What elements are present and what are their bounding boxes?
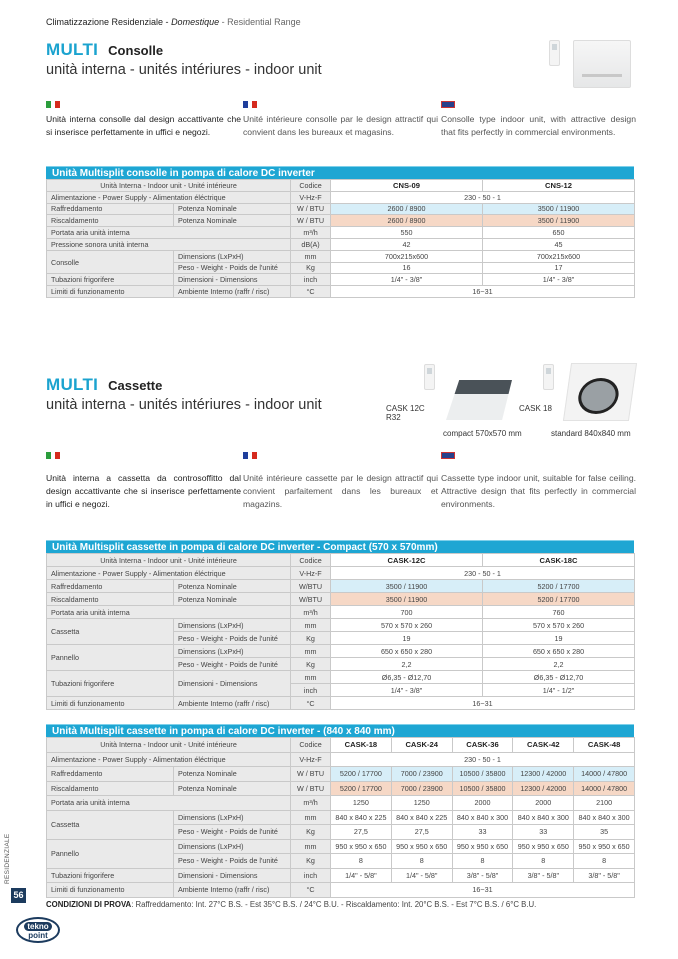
- row-value: 2,2: [331, 658, 483, 671]
- standard-cassette-image: [563, 363, 637, 421]
- row-value: 19: [483, 632, 635, 645]
- row-value: 840 x 840 x 300: [574, 810, 635, 825]
- table-row: [47, 215, 635, 227]
- row-parameter: Ambiente Interno (raffr / risc): [174, 286, 291, 298]
- row-value: 230 - 50 - 1: [331, 191, 635, 203]
- refrigerant-label: R32: [386, 413, 401, 422]
- row-value: 3500 / 11900: [483, 203, 635, 215]
- header-code-label: Codice: [291, 738, 331, 753]
- subtitle: unità interna - unités intériures - indoor unit: [46, 397, 322, 413]
- row-value: 16: [331, 262, 483, 274]
- brand-multi: MULTI: [46, 40, 99, 59]
- row-parameter: Dimensioni - Dimensions: [174, 868, 291, 883]
- row-unit: m³/h: [291, 227, 331, 239]
- test-conditions: [46, 900, 536, 909]
- table-header-row: [47, 738, 635, 753]
- remote-control-image: [424, 364, 435, 390]
- row-parameter: Peso - Weight - Poids de l'unité: [174, 658, 291, 671]
- table-header-row: [47, 554, 635, 567]
- standard-caption: standard 840x840 mm: [551, 429, 631, 438]
- row-unit: Kg: [291, 262, 331, 274]
- row-value: 3/8" - 5/8": [574, 868, 635, 883]
- compact-cassette-image: [446, 380, 512, 420]
- model-code: CASK-48: [574, 738, 635, 753]
- row-label: Pannello: [47, 839, 174, 868]
- row-value: 14000 / 47800: [574, 781, 635, 796]
- row-value: 16~31: [331, 697, 635, 710]
- table-row: [47, 767, 635, 782]
- row-parameter: Dimensions (LxPxH): [174, 619, 291, 632]
- row-value: 1/4" - 1/2": [483, 684, 635, 697]
- row-parameter: Dimensions (LxPxH): [174, 645, 291, 658]
- crumb-fr: Domestique: [171, 17, 220, 27]
- row-unit: °C: [291, 883, 331, 898]
- description-en: Cassette type indoor unit, suitable for false ceiling. Attractive design that fits perfectly in commercial environments.: [441, 473, 636, 509]
- row-value: 950 x 950 x 650: [574, 839, 635, 854]
- row-unit: V-Hz-F: [291, 191, 331, 203]
- table-row: [47, 752, 635, 767]
- table-row: [47, 810, 635, 825]
- row-value: 230 - 50 - 1: [331, 752, 635, 767]
- row-unit: mm: [291, 645, 331, 658]
- row-value: 700x215x600: [483, 250, 635, 262]
- compact-caption: compact 570x570 mm: [443, 429, 522, 438]
- row-unit: mm: [291, 839, 331, 854]
- page-number: 56: [11, 888, 26, 903]
- table-row: [47, 250, 635, 262]
- consolle-spec-table: [46, 166, 634, 298]
- row-label: Limiti di funzionamento: [47, 286, 174, 298]
- row-label: Tubazioni frigorifere: [47, 671, 174, 697]
- row-value: 1/4" - 3/8": [483, 274, 635, 286]
- row-unit: Kg: [291, 854, 331, 869]
- row-unit: °C: [291, 286, 331, 298]
- table-row: [47, 274, 635, 286]
- model-code: CASK-42: [513, 738, 574, 753]
- row-value: 550: [331, 227, 483, 239]
- row-unit: inch: [291, 868, 331, 883]
- row-value: 3/8" - 5/8": [452, 868, 513, 883]
- row-label: Portata aria unità interna: [47, 796, 291, 811]
- row-value: 10500 / 35800: [452, 767, 513, 782]
- row-unit: mm: [291, 250, 331, 262]
- row-value: 8: [452, 854, 513, 869]
- row-unit: W / BTU: [291, 767, 331, 782]
- row-value: 950 x 950 x 650: [452, 839, 513, 854]
- model-code: CASK-18: [331, 738, 392, 753]
- remote-control-image: [549, 40, 560, 66]
- row-label: Alimentazione - Power Supply - Alimentation éléctrique: [47, 752, 291, 767]
- row-unit: W / BTU: [291, 203, 331, 215]
- row-label: Portata aria unità interna: [47, 227, 291, 239]
- row-value: 42: [331, 238, 483, 250]
- row-unit: dB(A): [291, 238, 331, 250]
- logo-text-top: tekno: [24, 922, 51, 931]
- table-header-row: [47, 180, 635, 192]
- logo-text-bottom: point: [28, 931, 48, 940]
- table-row: [47, 227, 635, 239]
- row-label: Cassetta: [47, 619, 174, 645]
- table-row: [47, 697, 635, 710]
- row-label: Pressione sonora unità interna: [47, 238, 291, 250]
- row-value: 650 x 650 x 280: [331, 645, 483, 658]
- row-value: 33: [513, 825, 574, 840]
- row-unit: Kg: [291, 825, 331, 840]
- tekno-point-logo: [16, 917, 60, 943]
- row-unit: V-Hz-F: [291, 752, 331, 767]
- model-code: CNS-09: [331, 180, 483, 192]
- row-value: 17: [483, 262, 635, 274]
- row-value: 570 x 570 x 260: [331, 619, 483, 632]
- table-row: [47, 781, 635, 796]
- model-code: CASK-24: [391, 738, 452, 753]
- table-row: [47, 606, 635, 619]
- row-value: 700: [331, 606, 483, 619]
- table-row: [47, 580, 635, 593]
- table-row: [47, 593, 635, 606]
- row-value: 5200 / 17700: [331, 767, 392, 782]
- cask18-label: CASK 18: [519, 404, 552, 413]
- row-unit: W/BTU: [291, 580, 331, 593]
- row-value: 16~31: [331, 286, 635, 298]
- french-flag-icon: [243, 101, 257, 108]
- row-unit: mm: [291, 671, 331, 684]
- row-label: Riscaldamento: [47, 781, 174, 796]
- row-parameter: Ambiente Interno (raffr / risc): [174, 883, 291, 898]
- row-unit: inch: [291, 274, 331, 286]
- row-value: 7000 / 23900: [391, 767, 452, 782]
- description-fr: Unité intérieure cassette par le design attractif qui convient parfaitement dans les bureaux et magazins.: [243, 473, 438, 509]
- row-value: 2,2: [483, 658, 635, 671]
- row-parameter: Potenza Nominale: [174, 767, 291, 782]
- row-label: Portata aria unità interna: [47, 606, 291, 619]
- compact-cassette-spec-table: [46, 540, 634, 710]
- row-value: 650: [483, 227, 635, 239]
- table-row: [47, 868, 635, 883]
- row-value: 12300 / 42000: [513, 781, 574, 796]
- row-unit: m³/h: [291, 796, 331, 811]
- row-value: 3500 / 11900: [331, 593, 483, 606]
- row-value: 12300 / 42000: [513, 767, 574, 782]
- header-label: Unità Interna - Indoor unit - Unité intérieure: [47, 738, 291, 753]
- test-conditions-text: : Raffreddamento: Int. 27°C B.S. - Est 35°C B.S. / 24°C B.U. - Riscaldamento: Int. 20°C B.S. - Est 7°C B.S. / 6°C B.U.: [131, 900, 537, 909]
- header-label: Unità Interna - Indoor unit - Unité intérieure: [47, 180, 291, 192]
- row-value: 950 x 950 x 650: [331, 839, 392, 854]
- row-unit: Kg: [291, 658, 331, 671]
- table-row: [47, 203, 635, 215]
- row-parameter: Dimensions (LxPxH): [174, 810, 291, 825]
- row-value: 2000: [513, 796, 574, 811]
- row-value: 2600 / 8900: [331, 203, 483, 215]
- row-value: 8: [331, 854, 392, 869]
- row-parameter: Potenza Nominale: [174, 580, 291, 593]
- cask12c-label: [386, 404, 425, 422]
- row-unit: inch: [291, 684, 331, 697]
- row-unit: mm: [291, 619, 331, 632]
- consolle-unit-image: [573, 40, 631, 88]
- row-label: Pannello: [47, 645, 174, 671]
- row-label: Tubazioni frigorifere: [47, 868, 174, 883]
- table-row: [47, 619, 635, 632]
- row-parameter: Dimensioni - Dimensions: [174, 274, 291, 286]
- row-value: 27,5: [391, 825, 452, 840]
- row-value: 5200 / 17700: [483, 580, 635, 593]
- breadcrumb: [46, 17, 301, 27]
- row-parameter: Peso - Weight - Poids de l'unité: [174, 825, 291, 840]
- row-value: 950 x 950 x 650: [391, 839, 452, 854]
- row-unit: W / BTU: [291, 215, 331, 227]
- product-name: Consolle: [108, 43, 164, 58]
- description-fr: Unité intérieure consolle par le design attractif qui convient dans les bureaux et magasins.: [243, 114, 438, 137]
- remote-control-image: [543, 364, 554, 390]
- row-value: 570 x 570 x 260: [483, 619, 635, 632]
- row-value: 1/4" - 3/8": [331, 274, 483, 286]
- description-it: Unità interna a cassetta da controsoffitto dal design accattivante che si inserisce perfettamente in uffici e negozi.: [46, 473, 241, 509]
- row-parameter: Potenza Nominale: [174, 203, 291, 215]
- row-value: 45: [483, 238, 635, 250]
- row-unit: m³/h: [291, 606, 331, 619]
- description-it: Unità interna consolle dal design accattivante che si inserisce perfettamente in uffici e negozi.: [46, 114, 241, 137]
- table-row: [47, 286, 635, 298]
- row-value: 1250: [391, 796, 452, 811]
- italian-flag-icon: [46, 101, 60, 108]
- row-label: Consolle: [47, 250, 174, 274]
- table-row: [47, 883, 635, 898]
- row-value: 16~31: [331, 883, 635, 898]
- row-value: 19: [331, 632, 483, 645]
- section-title-consolle: [46, 40, 163, 60]
- row-value: 2600 / 8900: [331, 215, 483, 227]
- row-value: 3500 / 11900: [331, 580, 483, 593]
- model-code: CASK-18C: [483, 554, 635, 567]
- row-value: 230 - 50 - 1: [331, 567, 635, 580]
- row-unit: W / BTU: [291, 781, 331, 796]
- row-value: 840 x 840 x 300: [452, 810, 513, 825]
- row-value: 35: [574, 825, 635, 840]
- table-title: Unità Multisplit cassette in pompa di calore DC inverter - (840 x 840 mm): [46, 724, 634, 737]
- row-value: 3/8" - 5/8": [513, 868, 574, 883]
- row-value: Ø6,35 - Ø12,70: [483, 671, 635, 684]
- crumb-it: Climatizzazione Residenziale -: [46, 17, 172, 27]
- table-row: [47, 796, 635, 811]
- row-value: 14000 / 47800: [574, 767, 635, 782]
- model-code: CASK-36: [452, 738, 513, 753]
- row-value: 33: [452, 825, 513, 840]
- row-label: Alimentazione - Power Supply - Alimentation éléctrique: [47, 567, 291, 580]
- row-value: 8: [574, 854, 635, 869]
- row-value: Ø6,35 - Ø12,70: [331, 671, 483, 684]
- row-value: 2100: [574, 796, 635, 811]
- row-value: 1250: [331, 796, 392, 811]
- row-label: Riscaldamento: [47, 215, 174, 227]
- row-label: Riscaldamento: [47, 593, 174, 606]
- row-unit: Kg: [291, 632, 331, 645]
- row-parameter: Potenza Nominale: [174, 215, 291, 227]
- row-value: 2000: [452, 796, 513, 811]
- french-flag-icon: [243, 452, 257, 459]
- italian-flag-icon: [46, 452, 60, 459]
- row-parameter: Dimensions (LxPxH): [174, 250, 291, 262]
- side-section-label: RESIDENZIALE: [4, 833, 11, 884]
- row-value: 5200 / 17700: [483, 593, 635, 606]
- row-parameter: Peso - Weight - Poids de l'unité: [174, 262, 291, 274]
- test-conditions-label: CONDIZIONI DI PROVA: [46, 900, 132, 909]
- uk-flag-icon: [441, 101, 455, 108]
- subtitle: unità interna - unités intériures - indoor unit: [46, 62, 322, 78]
- row-value: 7000 / 23900: [391, 781, 452, 796]
- row-parameter: Ambiente Interno (raffr / risc): [174, 697, 291, 710]
- row-parameter: Dimensions (LxPxH): [174, 839, 291, 854]
- row-value: 1/4" - 5/8": [391, 868, 452, 883]
- section-title-cassette: [46, 375, 162, 395]
- row-unit: V-Hz-F: [291, 567, 331, 580]
- row-label: Raffreddamento: [47, 203, 174, 215]
- row-value: 8: [391, 854, 452, 869]
- row-parameter: Dimensioni - Dimensions: [174, 671, 291, 697]
- row-value: 10500 / 35800: [452, 781, 513, 796]
- brand-multi: MULTI: [46, 375, 99, 394]
- row-value: 27,5: [331, 825, 392, 840]
- product-name: Cassette: [108, 378, 163, 393]
- row-value: 1/4" - 3/8": [331, 684, 483, 697]
- row-value: 5200 / 17700: [331, 781, 392, 796]
- header-code-label: Codice: [291, 180, 331, 192]
- row-value: 840 x 840 x 225: [391, 810, 452, 825]
- model-code: CASK-12C: [331, 554, 483, 567]
- row-value: 760: [483, 606, 635, 619]
- table-row: [47, 645, 635, 658]
- row-label: Raffreddamento: [47, 580, 174, 593]
- row-label: Limiti di funzionamento: [47, 697, 174, 710]
- row-value: 840 x 840 x 300: [513, 810, 574, 825]
- table-row: [47, 567, 635, 580]
- table-row: [47, 839, 635, 854]
- model-code: CNS-12: [483, 180, 635, 192]
- row-parameter: Potenza Nominale: [174, 593, 291, 606]
- row-value: 840 x 840 x 225: [331, 810, 392, 825]
- table-row: [47, 671, 635, 684]
- crumb-en: - Residential Range: [219, 17, 301, 27]
- row-label: Limiti di funzionamento: [47, 883, 174, 898]
- row-value: 650 x 650 x 280: [483, 645, 635, 658]
- row-label: Cassetta: [47, 810, 174, 839]
- description-en: Consolle type indoor unit, with attractive design that fits perfectly in commercial environments.: [441, 114, 636, 137]
- row-unit: W/BTU: [291, 593, 331, 606]
- uk-flag-icon: [441, 452, 455, 459]
- header-code-label: Codice: [291, 554, 331, 567]
- row-value: 950 x 950 x 650: [513, 839, 574, 854]
- row-parameter: Potenza Nominale: [174, 781, 291, 796]
- header-label: Unità Interna - Indoor unit - Unité intérieure: [47, 554, 291, 567]
- table-row: [47, 238, 635, 250]
- row-parameter: Peso - Weight - Poids de l'unité: [174, 632, 291, 645]
- row-label: Tubazioni frigorifere: [47, 274, 174, 286]
- table-title: Unità Multisplit consolle in pompa di calore DC inverter: [46, 166, 634, 179]
- model-label: CASK 12C: [386, 404, 425, 413]
- table-title: Unità Multisplit cassette in pompa di calore DC inverter - Compact (570 x 570mm): [46, 540, 634, 553]
- row-unit: mm: [291, 810, 331, 825]
- row-label: Raffreddamento: [47, 767, 174, 782]
- standard-cassette-spec-table: [46, 724, 634, 898]
- row-value: 8: [513, 854, 574, 869]
- row-unit: °C: [291, 697, 331, 710]
- row-value: 1/4" - 5/8": [331, 868, 392, 883]
- row-label: Alimentazione - Power Supply - Alimentation éléctrique: [47, 191, 291, 203]
- table-row: [47, 191, 635, 203]
- row-parameter: Peso - Weight - Poids de l'unité: [174, 854, 291, 869]
- row-value: 700x215x600: [331, 250, 483, 262]
- row-value: 3500 / 11900: [483, 215, 635, 227]
